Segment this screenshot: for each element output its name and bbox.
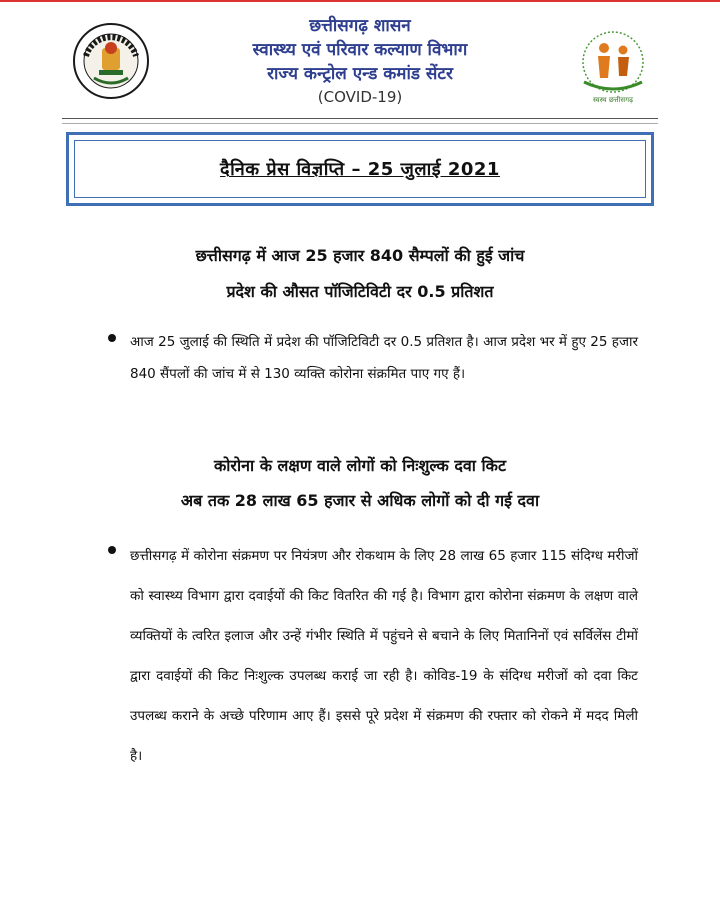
section1-heading-line1: छत्तीसगढ़ में आज 25 हजार 840 सैम्पलों की हुई जांच (195, 246, 525, 265)
header-divider (62, 118, 658, 119)
section1-paragraph: आज 25 जुलाई की स्थिति में प्रदेश की पॉजिटिविटी दर 0.5 प्रतिशत है। आज प्रदेश भर में हुए 25 हजार 840 सैंपलों की जांच में से 130 व्यक्ति कोरोना संक्रमित पाए गए हैं। (130, 334, 638, 382)
title-box-inner (74, 140, 646, 198)
press-release-title: दैनिक प्रेस विज्ञप्ति – 25 जुलाई 2021 (220, 159, 500, 180)
press-release-title-box (66, 132, 654, 206)
header-covid-label: (COVID-19) (317, 88, 403, 106)
section2-paragraph: छत्तीसगढ़ में कोरोना संक्रमण पर नियंत्रण और रोकथाम के लिए 28 लाख 65 हजार 115 संदिग्ध मरीजों को स्वास्थ्य विभाग द्वारा दवाईयों की किट वितरित की गई है। विभाग द्वारा कोरोना संक्रमण के लक्षण वाले व्यक्तियों के त्वरित इलाज और उन्हें गंभीर स्थिति में पहुंचने से बचाने के लिए मितानिनों एवं सर्विलेंस टीमों द्वारा दवाईयों की किट निःशुल्क उपलब्ध कराई जा रही है। कोविड-19 के संदिग्ध मरीजों को दवा किट उपलब्ध कराने के अच्छे परिणाम आए हैं। इससे पूरे प्रदेश में संक्रमण की रफ्तार को रोकने में मदद मिली है। (130, 548, 638, 764)
right-logo-caption: स्वस्थ छत्तीसगढ़ (592, 96, 634, 104)
section1-bullet (108, 334, 116, 342)
section1-heading-line2: प्रदेश की औसत पॉजिटिविटी दर 0.5 प्रतिशत (226, 282, 494, 301)
header-divider-secondary (62, 123, 658, 124)
header-department: स्वास्थ्य एवं परिवार कल्याण विभाग (252, 40, 468, 60)
top-border-line (0, 0, 720, 2)
document-header (0, 14, 720, 122)
header-control-center: राज्य कन्ट्रोल एन्ड कमांड सेंटर (267, 64, 453, 84)
header-government: छत्तीसगढ़ शासन (309, 16, 411, 36)
section2-bullet (108, 546, 116, 554)
section2-heading-line1: कोरोना के लक्षण वाले लोगों को निःशुल्क दवा किट (213, 456, 507, 475)
section2-heading-line2: अब तक 28 लाख 65 हजार से अधिक लोगों को दी गई दवा (180, 491, 540, 510)
